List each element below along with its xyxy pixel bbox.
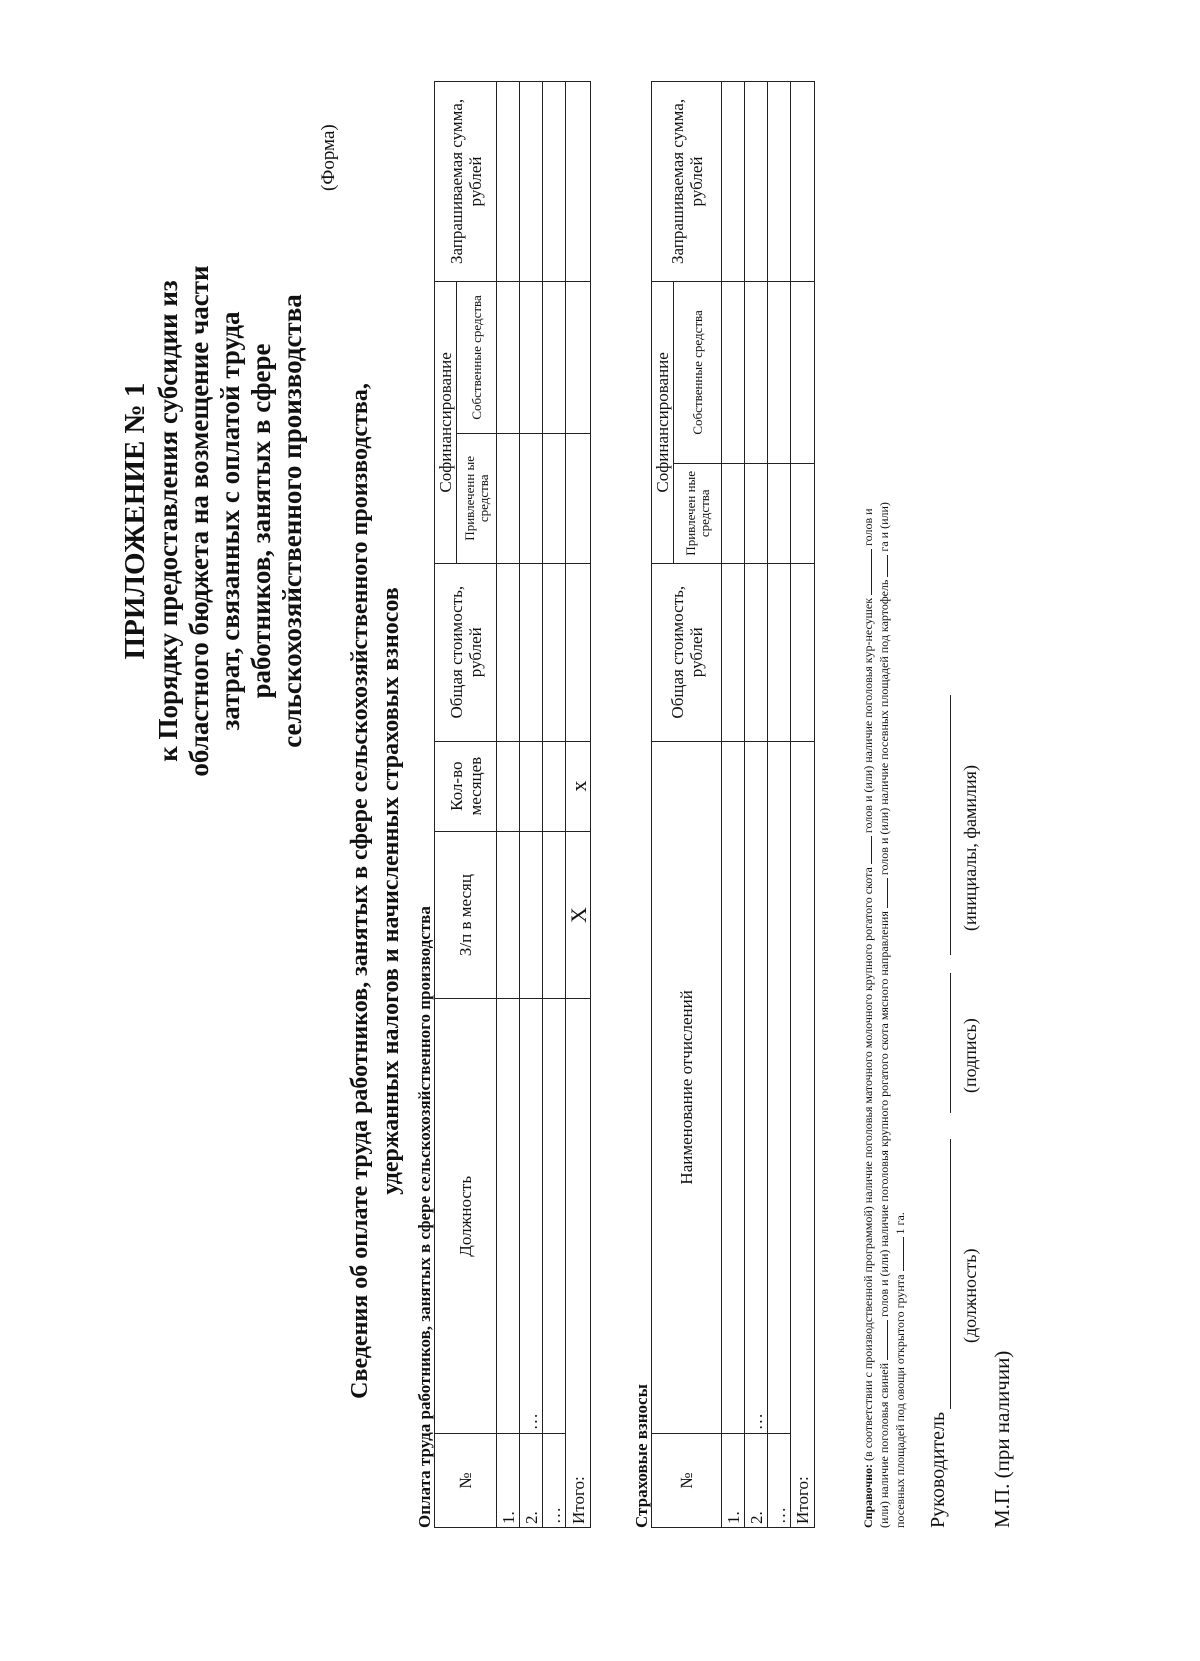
row-salary <box>497 831 520 999</box>
row-total-cost <box>543 563 566 741</box>
note-text: га и (или) <box>877 502 891 552</box>
header-total-cost: Общая стоимость, рублей <box>652 563 722 741</box>
total-label: Итого: <box>791 741 815 1527</box>
header-deduction-name: Наименование отчислений <box>652 741 722 1433</box>
header-requested: Запрашиваемая сумма, рублей <box>435 82 497 282</box>
total-months-mark: x <box>566 741 591 831</box>
header-attracted: Привлечен ные средства <box>674 463 722 563</box>
position-caption: (должность) <box>960 1248 980 1343</box>
note-prefix: Справочно: <box>861 1463 875 1528</box>
row-months <box>543 741 566 831</box>
row-attracted <box>520 433 543 563</box>
total-row <box>791 82 815 1528</box>
header-requested: Запрашиваемая сумма, рублей <box>652 82 722 282</box>
stamp-label: М.П. (при наличии) <box>990 1350 1014 1528</box>
row-position <box>497 999 520 1434</box>
row-requested <box>520 82 543 282</box>
head-label: Руководитель <box>927 1411 949 1528</box>
header-position: Должность <box>435 999 497 1434</box>
row-total-cost <box>520 563 543 741</box>
row-own <box>745 281 768 463</box>
table-row <box>520 82 543 1528</box>
header-cofinancing: Софинансирование <box>652 281 674 563</box>
row-deduction-name <box>722 741 745 1433</box>
appendix-line: работников, занятых в сфере <box>246 343 276 699</box>
header-total-cost: Общая стоимость, рублей <box>435 563 497 741</box>
appendix-title: ПРИЛОЖЕНИЕ № 1 <box>119 382 151 660</box>
header-salary: З/п в месяц <box>435 831 497 999</box>
row-requested <box>722 82 745 282</box>
row-num: 2. <box>745 1434 768 1528</box>
row-num: 1. <box>722 1434 745 1528</box>
total-cost <box>791 563 815 741</box>
blank-field[interactable] <box>860 836 872 864</box>
row-total-cost <box>497 563 520 741</box>
blank-field[interactable] <box>860 549 872 595</box>
row-deduction-name <box>768 741 791 1433</box>
total-own <box>566 281 591 433</box>
appendix-header <box>120 41 308 1001</box>
name-caption: (инициалы, фамилия) <box>960 765 980 931</box>
row-total-cost <box>722 563 745 741</box>
row-attracted <box>543 433 566 563</box>
row-requested <box>543 82 566 282</box>
appendix-line: к Порядку предоставления субсидии из <box>153 280 183 762</box>
total-row <box>566 82 591 1528</box>
total-label: Итого: <box>566 999 591 1528</box>
note-text: 1 га. <box>893 1212 907 1235</box>
form-label: (Форма) <box>318 124 339 191</box>
salary-table <box>434 81 591 1528</box>
sign-caption: (подпись) <box>960 1018 980 1093</box>
blank-field[interactable] <box>876 878 888 908</box>
total-attracted <box>791 463 815 563</box>
row-own <box>543 281 566 433</box>
table2-caption: Страховые взносы <box>632 1384 651 1528</box>
document-subtitle <box>345 271 407 1511</box>
note-text: (в соответствии с производственной программой) наличие поголовья маточного молочного крупного рогатого скота <box>861 867 875 1461</box>
row-position: … <box>520 999 543 1434</box>
total-own <box>791 281 815 463</box>
note-text: голов и <box>861 508 875 546</box>
subtitle-line-2: удержанных налогов и начисленных страховых взносов <box>378 587 404 1195</box>
row-num: … <box>768 1434 791 1528</box>
total-salary-mark: X <box>566 831 591 999</box>
header-num: № <box>652 1434 722 1528</box>
total-cost <box>566 563 591 741</box>
note-text: голов и (или) наличие поголовья кур-несушек <box>861 597 875 834</box>
position-signature-line[interactable] <box>950 1139 951 1409</box>
subtitle-line-1: Сведения об оплате труда работников, занятых в сфере сельскохозяйственного производства, <box>347 383 373 1399</box>
row-deduction-name: … <box>745 741 768 1433</box>
row-months <box>520 741 543 831</box>
table-row <box>543 82 566 1528</box>
blank-field[interactable] <box>892 1237 904 1271</box>
blank-field[interactable] <box>876 555 888 577</box>
row-own <box>520 281 543 433</box>
row-attracted <box>768 463 791 563</box>
total-requested <box>566 82 591 282</box>
header-num: № <box>435 1434 497 1528</box>
table-row <box>497 82 520 1528</box>
table-row <box>768 82 791 1528</box>
row-requested <box>497 82 520 282</box>
row-num: … <box>543 1434 566 1528</box>
signature-line[interactable] <box>950 973 951 1113</box>
header-attracted: Привлеченн ые средства <box>457 433 497 563</box>
appendix-line: затрат, связанных с оплатой труда <box>215 311 245 731</box>
appendix-line: сельскохозяйственного производства <box>277 294 307 748</box>
table-row <box>722 82 745 1528</box>
insurance-table <box>651 81 815 1528</box>
row-salary <box>543 831 566 999</box>
row-position <box>543 999 566 1434</box>
appendix-line: областного бюджета на возмещение части <box>184 265 214 777</box>
row-own <box>768 281 791 463</box>
row-num: 1. <box>497 1434 520 1528</box>
row-own <box>497 281 520 433</box>
note-text: (или) наличие поголовья свиней <box>877 1363 891 1528</box>
row-num: 2. <box>520 1434 543 1528</box>
total-requested <box>791 82 815 282</box>
table-row <box>745 82 768 1528</box>
note-text: посевных площадей под овощи открытого грунта <box>893 1274 907 1528</box>
header-months: Кол-во месяцев <box>435 741 497 831</box>
header-cofinancing: Софинансирование <box>435 281 457 563</box>
note-text: голов и (или) наличие посевных площадей под картофель <box>877 579 891 876</box>
reference-note <box>860 248 908 1528</box>
row-requested <box>768 82 791 282</box>
row-own <box>722 281 745 463</box>
blank-field[interactable] <box>876 1320 888 1360</box>
header-own: Собственные средства <box>457 281 497 433</box>
row-requested <box>745 82 768 282</box>
row-months <box>497 741 520 831</box>
name-signature-line[interactable] <box>950 695 951 955</box>
row-salary <box>520 831 543 999</box>
row-attracted <box>722 463 745 563</box>
row-total-cost <box>745 563 768 741</box>
header-own: Собственные средства <box>674 281 722 463</box>
table1-caption: Оплата труда работников, занятых в сфере сельскохозяйственного производства <box>415 906 434 1528</box>
row-total-cost <box>768 563 791 741</box>
row-attracted <box>497 433 520 563</box>
note-text: голов и (или) наличие поголовья крупного рогатого скота мясного направления <box>877 911 891 1317</box>
total-attracted <box>566 433 591 563</box>
row-attracted <box>745 463 768 563</box>
